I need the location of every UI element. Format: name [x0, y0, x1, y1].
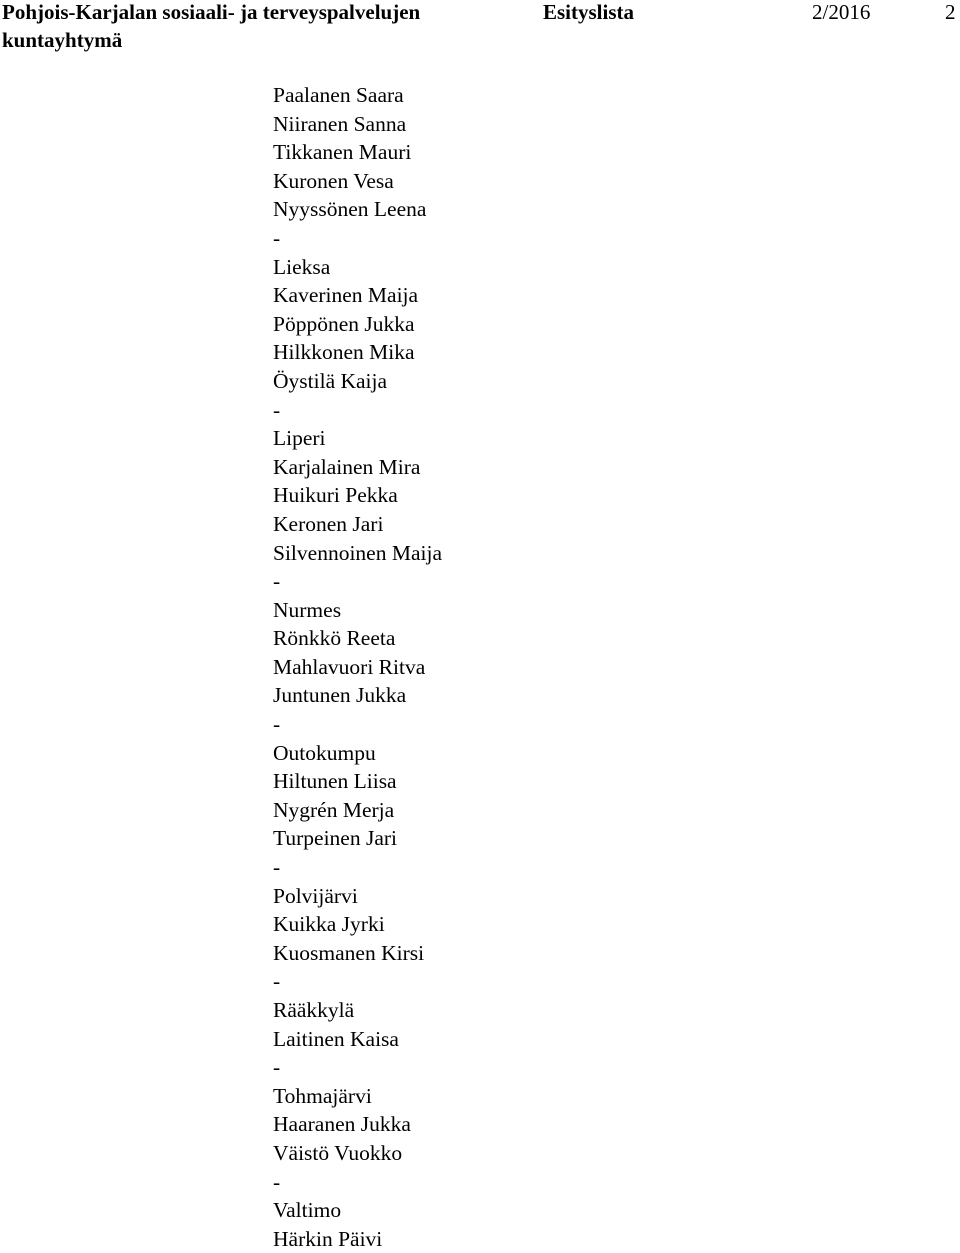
- list-item: Nyyssönen Leena: [273, 197, 427, 222]
- list-item: Keronen Jari: [273, 511, 384, 536]
- list-item: Rääkkylä: [273, 998, 355, 1022]
- list-item: Hiltunen Liisa: [273, 769, 397, 794]
- list-item: Huikuri Pekka: [273, 483, 398, 508]
- list-item: Kuikka Jyrki: [273, 912, 385, 937]
- list-item: Lieksa: [273, 254, 331, 279]
- list-item: Kaverinen Maija: [273, 283, 419, 308]
- page-header: [0, 0, 960, 60]
- list-item: Haaranen Jukka: [273, 1112, 411, 1137]
- list-item: Polvijärvi: [273, 883, 358, 908]
- separator-dash: -: [273, 855, 281, 880]
- separator-dash: -: [273, 569, 281, 594]
- document-type: Esityslista: [543, 0, 635, 24]
- list-item: Turpeinen Jari: [273, 826, 398, 851]
- list-item: Laitinen Kaisa: [273, 1026, 399, 1051]
- separator-dash: -: [273, 969, 281, 994]
- list-item: Paalanen Saara: [273, 83, 404, 107]
- list-item: Rönkkö Reeta: [273, 626, 396, 651]
- list-item: Hilkkonen Mika: [273, 340, 415, 365]
- list-item: Liperi: [273, 426, 326, 451]
- member-list: [273, 81, 442, 1253]
- list-item: Nurmes: [273, 597, 342, 622]
- separator-dash: -: [273, 1055, 281, 1080]
- list-item: Karjalainen Mira: [273, 454, 421, 479]
- separator-dash: -: [273, 397, 281, 422]
- organization-name: Pohjois-Karjalan sosiaali- ja terveyspalvelujen kuntayhtymä: [2, 0, 421, 52]
- list-item: Tikkanen Mauri: [273, 140, 412, 165]
- separator-dash: -: [273, 1169, 281, 1194]
- separator-dash: -: [273, 225, 281, 250]
- list-item: Väistö Vuokko: [273, 1140, 403, 1165]
- list-item: Härkin Päivi: [273, 1226, 383, 1251]
- document-number: 2/2016: [812, 0, 871, 24]
- list-item: Niiranen Sanna: [273, 111, 407, 136]
- list-item: Tohmajärvi: [273, 1083, 372, 1108]
- list-item: Mahlavuori Ritva: [273, 654, 426, 679]
- list-item: Juntunen Jukka: [273, 683, 407, 708]
- separator-dash: -: [273, 712, 281, 737]
- list-item: Silvennoinen Maija: [273, 540, 442, 565]
- list-item: Kuosmanen Kirsi: [273, 940, 425, 965]
- list-item: Nygrén Merja: [273, 797, 395, 822]
- list-item: Kuronen Vesa: [273, 168, 394, 193]
- list-item: Pöppönen Jukka: [273, 311, 415, 336]
- page-number: 2: [945, 0, 956, 24]
- list-item: Öystilä Kaija: [273, 368, 388, 393]
- list-item: Valtimo: [273, 1198, 342, 1223]
- list-item: Outokumpu: [273, 740, 376, 765]
